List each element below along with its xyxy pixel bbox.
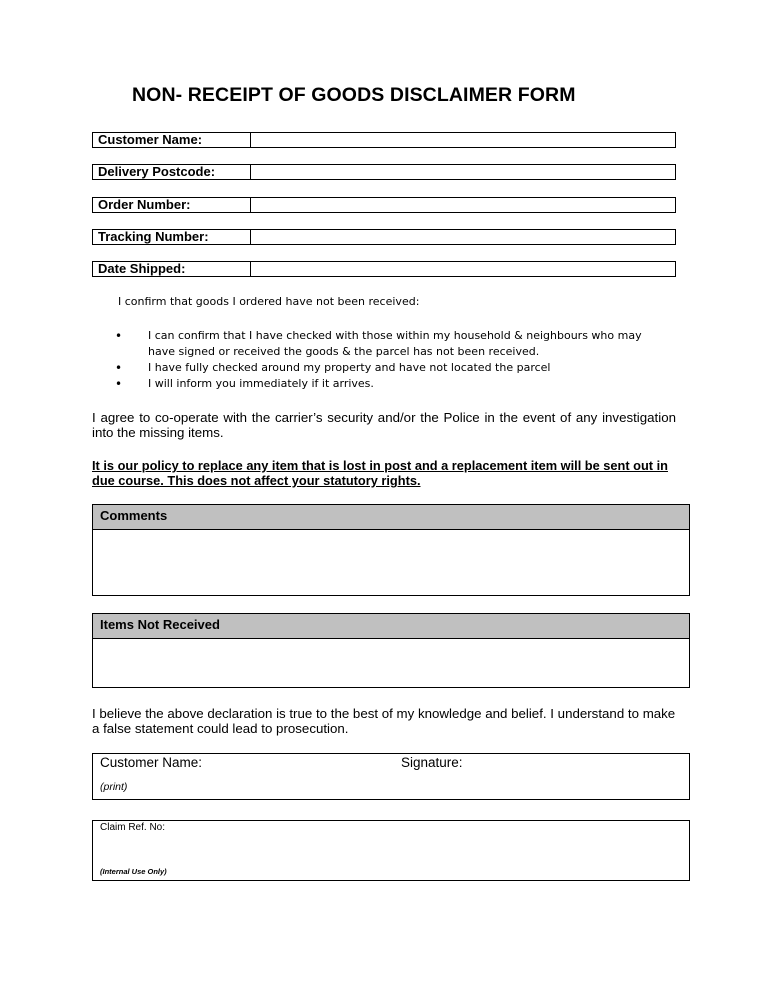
tracking-number-row: [92, 229, 676, 245]
confirm-statement: I confirm that goods I ordered have not been received:: [118, 295, 420, 308]
list-item: • I will inform you immediately if it arrives.: [112, 376, 672, 392]
order-number-row: [92, 197, 676, 213]
print-note: (print): [100, 781, 128, 793]
claim-ref-label: Claim Ref. No:: [100, 822, 166, 833]
confirmation-list: [112, 328, 672, 392]
customer-name-row: [92, 132, 676, 148]
comments-box: [92, 504, 690, 596]
list-item: • I can confirm that I have checked with those within my household & neighbours who may have signed or received the goods & the parcel has not been received.: [112, 328, 672, 360]
claim-box[interactable]: [92, 820, 690, 881]
date-shipped-field[interactable]: [250, 261, 676, 277]
declaration-statement: I believe the above declaration is true to the best of my knowledge and belief. I understand to make a false statement could lead to prosecution.: [92, 706, 676, 736]
tracking-number-label: Tracking Number:: [92, 229, 250, 245]
delivery-postcode-field[interactable]: [250, 164, 676, 180]
signature-label: Signature:: [401, 755, 463, 770]
items-not-received-box: [92, 613, 690, 688]
comments-input[interactable]: [93, 530, 689, 594]
delivery-postcode-row: [92, 164, 676, 180]
order-number-field[interactable]: [250, 197, 676, 213]
agree-statement: I agree to co-operate with the carrier’s security and/or the Police in the event of any investigation into the missing items.: [92, 410, 676, 440]
page-title: NON- RECEIPT OF GOODS DISCLAIMER FORM: [132, 84, 576, 106]
date-shipped-row: [92, 261, 676, 277]
signature-box[interactable]: [92, 753, 690, 800]
items-not-received-input[interactable]: [93, 639, 689, 686]
customer-name-print-label: Customer Name:: [100, 755, 203, 770]
policy-statement: It is our policy to replace any item that is lost in post and a replacement item will be sent out in due course. This does not affect your statutory rights.: [92, 458, 668, 488]
tracking-number-field[interactable]: [250, 229, 676, 245]
customer-name-label: Customer Name:: [92, 132, 250, 148]
date-shipped-label: Date Shipped:: [92, 261, 250, 277]
list-item: • I have fully checked around my property and have not located the parcel: [112, 360, 672, 376]
internal-use-note: (Internal Use Only): [100, 867, 167, 876]
order-number-label: Order Number:: [92, 197, 250, 213]
items-not-received-header: Items Not Received: [93, 614, 689, 639]
comments-header: Comments: [93, 505, 689, 530]
delivery-postcode-label: Delivery Postcode:: [92, 164, 250, 180]
customer-name-field[interactable]: [250, 132, 676, 148]
